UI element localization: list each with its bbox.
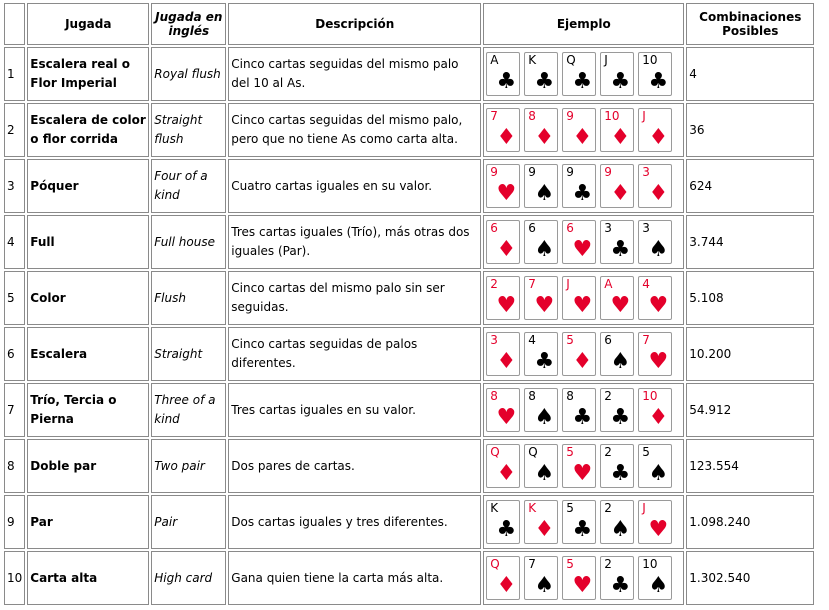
hearts-suit-icon: ♥ <box>572 293 593 318</box>
playing-card <box>638 332 672 376</box>
table-row <box>4 327 814 381</box>
playing-card <box>600 444 634 488</box>
hand-description: Cuatro cartas iguales en su valor. <box>228 159 481 213</box>
card-group <box>486 332 681 376</box>
card-rank: K <box>528 53 537 67</box>
playing-card <box>486 108 520 152</box>
card-rank: 5 <box>566 333 574 347</box>
header-combinations: Combinaciones Posibles <box>686 3 814 45</box>
card-rank: 7 <box>528 277 536 291</box>
playing-card <box>600 388 634 432</box>
hand-combinations: 123.554 <box>686 439 814 493</box>
card-group <box>486 52 681 96</box>
card-rank: 6 <box>528 221 536 235</box>
clubs-suit-icon: ♣ <box>572 517 593 542</box>
table-row <box>4 271 814 325</box>
card-rank: J <box>604 53 608 67</box>
playing-card <box>486 220 520 264</box>
card-group <box>486 388 681 432</box>
card-rank: 8 <box>528 109 536 123</box>
diamonds-suit-icon: ♦ <box>496 461 517 486</box>
card-rank: 9 <box>604 165 612 179</box>
card-rank: K <box>528 501 537 515</box>
playing-card <box>562 500 596 544</box>
hand-example <box>483 327 684 381</box>
card-rank: 3 <box>604 221 612 235</box>
hearts-suit-icon: ♥ <box>572 461 593 486</box>
hand-name: Carta alta <box>27 551 149 605</box>
spades-suit-icon: ♠ <box>610 517 631 542</box>
header-example: Ejemplo <box>483 3 684 45</box>
playing-card <box>524 556 558 600</box>
hand-example <box>483 215 684 269</box>
hand-combinations: 624 <box>686 159 814 213</box>
hand-name: Trío, Tercia o Pierna <box>27 383 149 437</box>
card-rank: 5 <box>566 557 574 571</box>
playing-card <box>486 332 520 376</box>
clubs-suit-icon: ♣ <box>610 461 631 486</box>
card-group <box>486 164 681 208</box>
playing-card <box>562 556 596 600</box>
card-rank: 5 <box>566 445 574 459</box>
hand-combinations: 5.108 <box>686 271 814 325</box>
card-rank: 4 <box>642 277 650 291</box>
header-row <box>4 3 814 45</box>
card-rank: 7 <box>490 109 498 123</box>
card-rank: 2 <box>604 501 612 515</box>
clubs-suit-icon: ♣ <box>572 69 593 94</box>
clubs-suit-icon: ♣ <box>534 69 555 94</box>
diamonds-suit-icon: ♦ <box>496 237 517 262</box>
clubs-suit-icon: ♣ <box>648 69 669 94</box>
card-group <box>486 276 681 320</box>
hand-name: Póquer <box>27 159 149 213</box>
card-rank: 10 <box>642 557 658 571</box>
playing-card <box>600 500 634 544</box>
playing-card <box>638 220 672 264</box>
playing-card <box>638 108 672 152</box>
playing-card <box>600 108 634 152</box>
spades-suit-icon: ♠ <box>648 461 669 486</box>
card-rank: 6 <box>604 333 612 347</box>
card-rank: 7 <box>528 557 536 571</box>
hand-number: 6 <box>4 327 25 381</box>
playing-card <box>638 276 672 320</box>
card-rank: Q <box>566 53 576 67</box>
hand-name: Par <box>27 495 149 549</box>
playing-card <box>638 556 672 600</box>
hand-description: Cinco cartas seguidas del mismo palo, pero que no tiene As como carta alta. <box>228 103 481 157</box>
spades-suit-icon: ♠ <box>534 237 555 262</box>
hand-example <box>483 551 684 605</box>
card-rank: 2 <box>604 445 612 459</box>
diamonds-suit-icon: ♦ <box>610 181 631 206</box>
clubs-suit-icon: ♣ <box>496 69 517 94</box>
clubs-suit-icon: ♣ <box>610 237 631 262</box>
playing-card <box>638 444 672 488</box>
playing-card <box>562 108 596 152</box>
hand-description: Cinco cartas seguidas del mismo palo del 10 al As. <box>228 47 481 101</box>
hand-english-name: Straight <box>151 327 226 381</box>
hand-example <box>483 271 684 325</box>
clubs-suit-icon: ♣ <box>572 405 593 430</box>
hearts-suit-icon: ♥ <box>496 293 517 318</box>
hand-english-name: Three of a kind <box>151 383 226 437</box>
playing-card <box>638 164 672 208</box>
spades-suit-icon: ♠ <box>534 405 555 430</box>
playing-card <box>524 332 558 376</box>
card-rank: 8 <box>528 389 536 403</box>
table-row <box>4 159 814 213</box>
hand-number: 4 <box>4 215 25 269</box>
playing-card <box>638 500 672 544</box>
playing-card <box>524 444 558 488</box>
hand-example <box>483 103 684 157</box>
hearts-suit-icon: ♥ <box>610 293 631 318</box>
playing-card <box>486 388 520 432</box>
diamonds-suit-icon: ♦ <box>534 125 555 150</box>
hand-description: Dos pares de cartas. <box>228 439 481 493</box>
card-rank: 9 <box>528 165 536 179</box>
playing-card <box>562 164 596 208</box>
playing-card <box>524 164 558 208</box>
hand-name: Escalera <box>27 327 149 381</box>
hand-example <box>483 495 684 549</box>
hand-number: 1 <box>4 47 25 101</box>
playing-card <box>562 220 596 264</box>
hand-name: Escalera real o Flor Imperial <box>27 47 149 101</box>
card-rank: 3 <box>642 165 650 179</box>
playing-card <box>486 500 520 544</box>
header-english: Jugada en inglés <box>151 3 226 45</box>
card-rank: 9 <box>566 109 574 123</box>
clubs-suit-icon: ♣ <box>496 517 517 542</box>
card-rank: Q <box>528 445 538 459</box>
clubs-suit-icon: ♣ <box>572 181 593 206</box>
playing-card <box>486 444 520 488</box>
card-rank: 10 <box>642 53 658 67</box>
card-rank: 6 <box>490 221 498 235</box>
card-rank: K <box>490 501 499 515</box>
card-rank: J <box>642 109 646 123</box>
playing-card <box>562 388 596 432</box>
hand-description: Gana quien tiene la carta más alta. <box>228 551 481 605</box>
diamonds-suit-icon: ♦ <box>648 181 669 206</box>
card-group <box>486 556 681 600</box>
spades-suit-icon: ♠ <box>610 349 631 374</box>
hand-number: 7 <box>4 383 25 437</box>
hand-combinations: 36 <box>686 103 814 157</box>
spades-suit-icon: ♠ <box>648 573 669 598</box>
hand-combinations: 54.912 <box>686 383 814 437</box>
card-rank: 2 <box>490 277 498 291</box>
table-row <box>4 383 814 437</box>
hand-number: 10 <box>4 551 25 605</box>
header-number <box>4 3 25 45</box>
spades-suit-icon: ♠ <box>534 181 555 206</box>
hand-number: 9 <box>4 495 25 549</box>
hand-name: Color <box>27 271 149 325</box>
hand-name: Escalera de color o flor corrida <box>27 103 149 157</box>
card-rank: 7 <box>642 333 650 347</box>
clubs-suit-icon: ♣ <box>610 573 631 598</box>
playing-card <box>486 52 520 96</box>
playing-card <box>486 276 520 320</box>
playing-card <box>638 52 672 96</box>
hand-english-name: Two pair <box>151 439 226 493</box>
playing-card <box>524 388 558 432</box>
table-row <box>4 215 814 269</box>
diamonds-suit-icon: ♦ <box>496 125 517 150</box>
playing-card <box>524 220 558 264</box>
hand-english-name: Pair <box>151 495 226 549</box>
card-rank: 2 <box>604 557 612 571</box>
card-rank: 9 <box>490 165 498 179</box>
poker-hands-table <box>2 1 816 607</box>
hand-number: 3 <box>4 159 25 213</box>
card-rank: 5 <box>566 501 574 515</box>
card-rank: A <box>604 277 613 291</box>
hand-english-name: Straight flush <box>151 103 226 157</box>
table-row <box>4 439 814 493</box>
table-row <box>4 103 814 157</box>
card-rank: 8 <box>490 389 498 403</box>
playing-card <box>600 276 634 320</box>
diamonds-suit-icon: ♦ <box>534 517 555 542</box>
hand-description: Dos cartas iguales y tres diferentes. <box>228 495 481 549</box>
card-rank: 8 <box>566 389 574 403</box>
diamonds-suit-icon: ♦ <box>572 349 593 374</box>
spades-suit-icon: ♠ <box>648 237 669 262</box>
card-rank: 9 <box>566 165 574 179</box>
hearts-suit-icon: ♥ <box>572 573 593 598</box>
playing-card <box>562 332 596 376</box>
table-row <box>4 47 814 101</box>
card-rank: 6 <box>566 221 574 235</box>
hand-example <box>483 47 684 101</box>
playing-card <box>486 164 520 208</box>
diamonds-suit-icon: ♦ <box>496 349 517 374</box>
hand-english-name: Full house <box>151 215 226 269</box>
card-rank: J <box>566 277 570 291</box>
hand-example <box>483 159 684 213</box>
header-description: Descripción <box>228 3 481 45</box>
hearts-suit-icon: ♥ <box>572 237 593 262</box>
hand-combinations: 3.744 <box>686 215 814 269</box>
card-rank: 10 <box>642 389 658 403</box>
playing-card <box>638 388 672 432</box>
spades-suit-icon: ♠ <box>534 573 555 598</box>
diamonds-suit-icon: ♦ <box>572 125 593 150</box>
hearts-suit-icon: ♥ <box>648 517 669 542</box>
table-row <box>4 551 814 605</box>
hand-english-name: Flush <box>151 271 226 325</box>
playing-card <box>562 52 596 96</box>
card-rank: A <box>490 53 499 67</box>
hand-combinations: 1.098.240 <box>686 495 814 549</box>
hand-description: Tres cartas iguales (Trío), más otras dos iguales (Par). <box>228 215 481 269</box>
card-rank: 3 <box>490 333 498 347</box>
clubs-suit-icon: ♣ <box>534 349 555 374</box>
playing-card <box>524 276 558 320</box>
diamonds-suit-icon: ♦ <box>610 125 631 150</box>
card-rank: Q <box>490 557 500 571</box>
hand-example <box>483 383 684 437</box>
diamonds-suit-icon: ♦ <box>496 573 517 598</box>
hand-number: 8 <box>4 439 25 493</box>
hand-combinations: 1.302.540 <box>686 551 814 605</box>
hand-combinations: 4 <box>686 47 814 101</box>
table-row <box>4 495 814 549</box>
hand-english-name: High card <box>151 551 226 605</box>
card-group <box>486 108 681 152</box>
hand-english-name: Royal flush <box>151 47 226 101</box>
card-rank: 5 <box>642 445 650 459</box>
hand-number: 5 <box>4 271 25 325</box>
playing-card <box>600 52 634 96</box>
diamonds-suit-icon: ♦ <box>648 405 669 430</box>
playing-card <box>524 52 558 96</box>
card-rank: J <box>642 501 646 515</box>
playing-card <box>600 220 634 264</box>
hearts-suit-icon: ♥ <box>534 293 555 318</box>
playing-card <box>600 332 634 376</box>
hand-example <box>483 439 684 493</box>
card-rank: 4 <box>528 333 536 347</box>
hearts-suit-icon: ♥ <box>496 405 517 430</box>
hand-description: Cinco cartas del mismo palo sin ser seguidas. <box>228 271 481 325</box>
hearts-suit-icon: ♥ <box>648 293 669 318</box>
card-group <box>486 220 681 264</box>
hand-description: Tres cartas iguales en su valor. <box>228 383 481 437</box>
hand-description: Cinco cartas seguidas de palos diferentes. <box>228 327 481 381</box>
spades-suit-icon: ♠ <box>534 461 555 486</box>
playing-card <box>600 164 634 208</box>
playing-card <box>562 276 596 320</box>
header-hand: Jugada <box>27 3 149 45</box>
hand-english-name: Four of a kind <box>151 159 226 213</box>
clubs-suit-icon: ♣ <box>610 405 631 430</box>
playing-card <box>600 556 634 600</box>
hearts-suit-icon: ♥ <box>496 181 517 206</box>
card-rank: 2 <box>604 389 612 403</box>
playing-card <box>524 108 558 152</box>
card-group <box>486 500 681 544</box>
hand-name: Doble par <box>27 439 149 493</box>
hand-number: 2 <box>4 103 25 157</box>
card-rank: 10 <box>604 109 620 123</box>
hand-combinations: 10.200 <box>686 327 814 381</box>
hand-name: Full <box>27 215 149 269</box>
card-rank: 3 <box>642 221 650 235</box>
card-rank: Q <box>490 445 500 459</box>
playing-card <box>562 444 596 488</box>
clubs-suit-icon: ♣ <box>610 69 631 94</box>
diamonds-suit-icon: ♦ <box>648 125 669 150</box>
hearts-suit-icon: ♥ <box>648 349 669 374</box>
playing-card <box>524 500 558 544</box>
card-group <box>486 444 681 488</box>
playing-card <box>486 556 520 600</box>
